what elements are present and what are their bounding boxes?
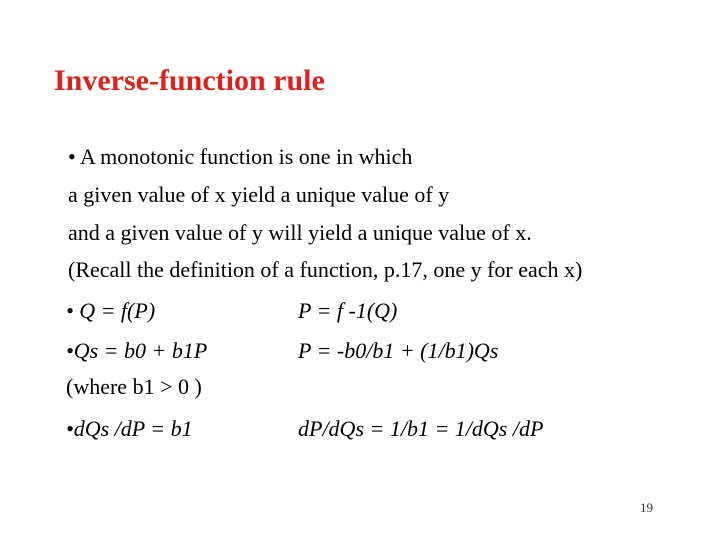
text-line-1: • A monotonic function is one in which: [68, 144, 413, 169]
text-line-3: and a given value of y will yield a unique value of x.: [68, 220, 532, 245]
text-line-4: (Recall the definition of a function, p.17, one y for each x): [68, 257, 583, 282]
equation-1-left: • Q = f(P): [66, 298, 156, 323]
equation-3-left: •dQs /dP = b1: [66, 416, 193, 441]
page-number: 19: [640, 500, 653, 515]
equation-1-right: P = f -1(Q): [298, 298, 398, 323]
slide-title: Inverse-function rule: [54, 64, 325, 97]
where-note: (where b1 > 0 ): [66, 374, 202, 399]
equation-3-right: dP/dQs = 1/b1 = 1/dQs /dP: [298, 416, 544, 441]
equation-2-right: P = -b0/b1 + (1/b1)Qs: [298, 338, 499, 363]
equation-2-left: •Qs = b0 + b1P: [66, 338, 208, 363]
text-line-2: a given value of x yield a unique value of y: [68, 182, 450, 207]
